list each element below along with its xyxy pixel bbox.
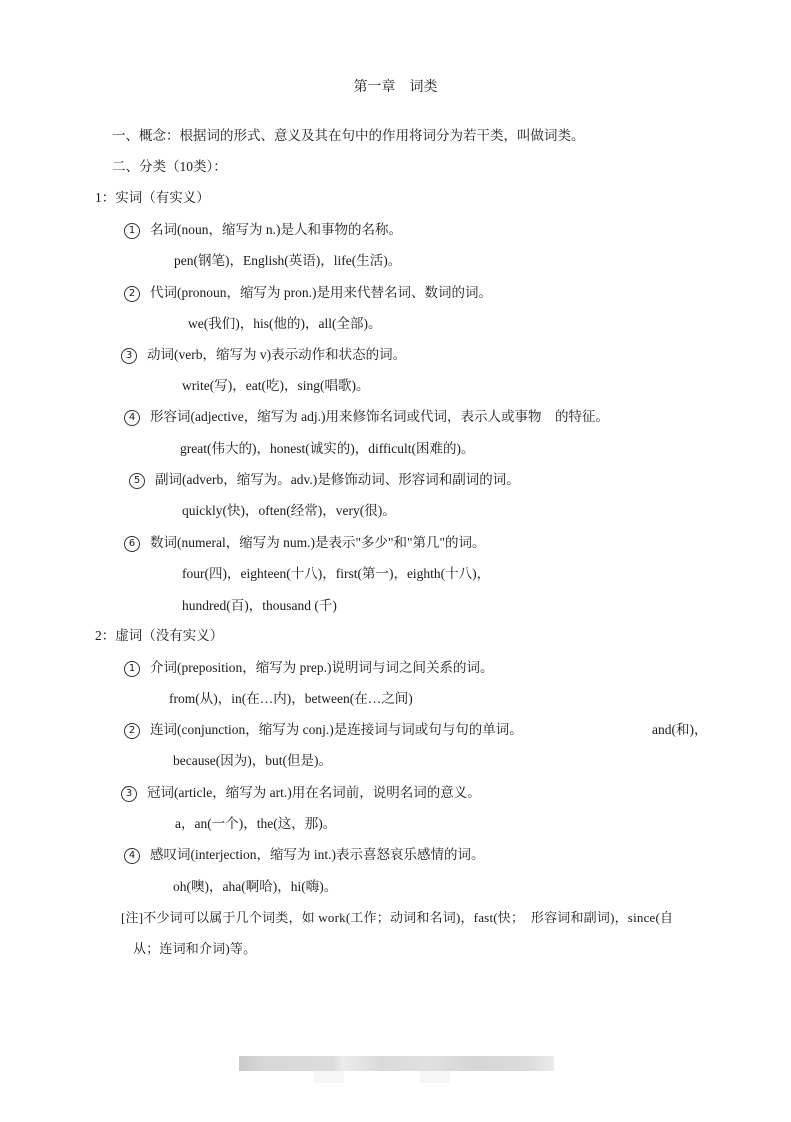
chapter-title: 第一章 词类 [353, 80, 438, 95]
circled-number-icon: 3 [121, 786, 137, 802]
definition: 介词(preposition，缩写为 prep.)说明词与词之间关系的词。 [150, 660, 494, 675]
circled-number-icon: 2 [124, 286, 140, 302]
definition: 形容词(adjective，缩写为 adj.)用来修饰名词或代词，表示人或事物 的特征。 [150, 409, 609, 424]
circled-number-icon: 1 [124, 223, 140, 239]
circled-number-icon: 1 [124, 661, 140, 677]
definition: 代词(pronoun，缩写为 pron.)是用来代替名词、数词的词。 [150, 285, 492, 300]
example-trailing: and(和)， [652, 722, 708, 737]
content-word-item-numeral [124, 534, 486, 552]
definition: 名词(noun，缩写为 n.)是人和事物的名称。 [150, 222, 402, 237]
circled-number-icon: 6 [124, 536, 140, 552]
example-line: a，an(一个)，the(这，那)。 [175, 816, 337, 831]
function-word-item-preposition [124, 659, 493, 677]
circled-number-icon: 2 [124, 723, 140, 739]
content-word-item-pronoun [124, 284, 492, 302]
circled-number-icon: 4 [124, 410, 140, 426]
definition: 副词(adverb，缩写为。adv.)是修饰动词、形容词和副词的词。 [155, 472, 520, 487]
definition: 动词(verb，缩写为 v)表示动作和状态的词。 [147, 347, 407, 362]
example-line: write(写)，eat(吃)，sing(唱歌)。 [182, 378, 370, 393]
example-line: great(伟大的)，honest(诚实的)，difficult(困难的)。 [180, 441, 475, 456]
example-line: we(我们)，his(他的)，all(全部)。 [188, 316, 382, 331]
content-word-item-adverb [129, 471, 520, 489]
definition: 冠词(article，缩写为 art.)用在名词前，说明名词的意义。 [147, 785, 481, 800]
content-word-item-adjective [124, 408, 609, 426]
function-word-item-article [121, 784, 481, 802]
section-2-heading: 2：虚词（没有实义） [95, 628, 224, 643]
content-word-item-noun [124, 221, 402, 239]
classification-line: 二、分类（10类）： [112, 159, 227, 174]
definition: 数词(numeral，缩写为 num.)是表示"多少"和"第几"的词。 [150, 535, 486, 550]
concept-line: 一、概念：根据词的形式、意义及其在句中的作用将词分为若干类，叫做词类。 [112, 128, 585, 143]
circled-number-icon: 3 [121, 348, 137, 364]
example-line: from(从)，in(在…内)，between(在…之间) [169, 691, 413, 706]
example-line: quickly(快)，often(经常)，very(很)。 [182, 503, 396, 518]
example-line: because(因为)，but(但是)。 [173, 753, 332, 768]
function-word-item-conjunction [124, 721, 523, 739]
note-line-1: [注]不少词可以属于几个词类，如 work(工作；动词和名词)，fast(快； 形容词和副词)，since(自 [121, 910, 674, 925]
example-line: four(四)，eighteen(十八)，first(第一)，eighth(十八)， [182, 566, 491, 581]
example-line: pen(钢笔)，English(英语)，life(生活)。 [174, 253, 402, 268]
note-line-2: 从；连词和介词)等。 [133, 941, 257, 956]
blurred-watermark-fragment [420, 1071, 450, 1083]
function-word-item-interjection [124, 846, 484, 864]
blurred-watermark-fragment [314, 1071, 344, 1083]
content-word-item-verb [121, 346, 406, 364]
circled-number-icon: 4 [124, 848, 140, 864]
blurred-watermark-bar [239, 1056, 554, 1071]
example-line: oh(噢)，aha(啊哈)，hi(嗨)。 [173, 879, 338, 894]
example-line: hundred(百)，thousand (千) [182, 598, 337, 613]
definition: 感叹词(interjection，缩写为 int.)表示喜怒哀乐感情的词。 [150, 847, 485, 862]
circled-number-icon: 5 [129, 473, 145, 489]
section-1-heading: 1：实词（有实义） [95, 190, 210, 205]
definition: 连词(conjunction，缩写为 conj.)是连接词与词或句与句的单词。 [150, 722, 523, 737]
